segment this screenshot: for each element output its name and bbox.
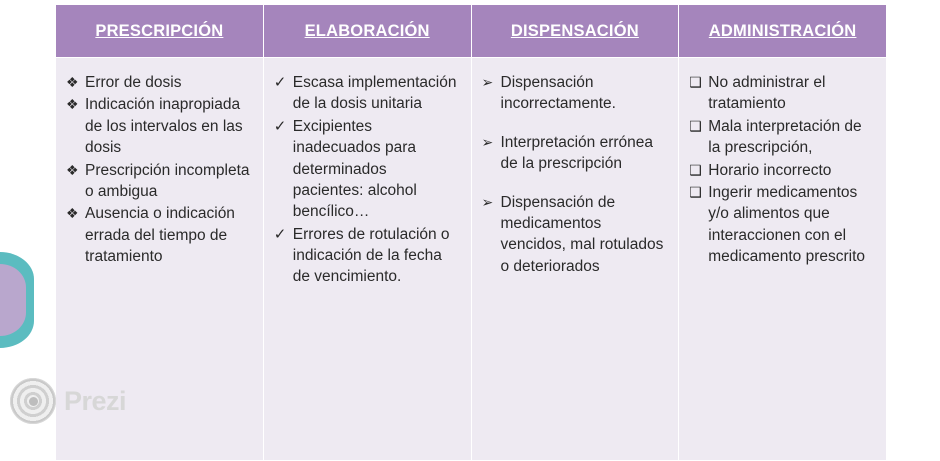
list-administracion [689, 72, 874, 267]
column-header-label: DISPENSACIÓN [510, 21, 639, 40]
list-item-label: Excipientes inadecuados para determinados pacientes: alcohol bencílico… [292, 117, 417, 221]
column-header-label: ADMINISTRACIÓN [708, 21, 857, 40]
medication-error-matrix [55, 4, 887, 461]
arrow-bullet-icon: ➢ [481, 193, 494, 210]
table-header-row [56, 5, 887, 58]
list-item [66, 160, 251, 203]
list-item [66, 72, 251, 93]
list-item [274, 224, 459, 288]
cell-elaboracion [263, 58, 471, 461]
arrow-bullet-icon: ➢ [481, 74, 494, 90]
list-item-label: Prescripción incompleta o ambigua [85, 161, 250, 200]
list-item-label: No administrar el tratamiento [708, 74, 826, 113]
column-header-label: ELABORACIÓN [304, 21, 430, 40]
list-item-label: Horario incorrecto [708, 161, 832, 179]
list-item [689, 72, 874, 115]
list-item [689, 160, 874, 181]
column-header-administracion [679, 5, 887, 58]
table-body [56, 58, 887, 461]
error-matrix-table-wrapper [55, 4, 887, 442]
prezi-wordmark: Prezi [64, 385, 127, 416]
cell-administracion [679, 58, 887, 461]
list-item [66, 203, 251, 267]
diamond-bullet-icon: ❖ [66, 96, 79, 113]
list-item-label: Mala interpretación de la prescripción, [708, 117, 862, 157]
list-item-label: Indicación inapropiada de los intervalos en las dosis [85, 96, 243, 157]
list-dispensacion [482, 72, 667, 277]
list-elaboracion [274, 72, 459, 288]
list-item-label: Dispensación de medicamentos vencidos, mal rotulados o deteriorados [500, 193, 664, 275]
list-item-label: Errores de rotulación o indicación de la fecha de vencimiento. [292, 225, 450, 286]
column-header-prescripcion [56, 5, 264, 58]
list-item [689, 116, 874, 159]
list-item [482, 192, 667, 278]
diamond-bullet-icon: ❖ [66, 161, 79, 178]
prezi-mark-icon [10, 378, 56, 424]
check-bullet-icon: ✓ [273, 74, 287, 91]
list-item-label: Interpretación errónea de la prescripción [500, 133, 654, 173]
check-bullet-icon: ✓ [273, 117, 287, 135]
cell-dispensacion [471, 58, 679, 461]
diamond-bullet-icon: ❖ [66, 74, 79, 90]
list-item [66, 94, 251, 158]
list-item [274, 72, 459, 115]
list-item [482, 72, 667, 115]
list-item-label: Error de dosis [85, 74, 182, 91]
column-header-label: PRESCRIPCIÓN [95, 21, 224, 40]
arrow-bullet-icon: ➢ [481, 133, 494, 150]
table-row [56, 58, 887, 461]
table-header-row-group [56, 5, 887, 58]
diamond-bullet-icon: ❖ [66, 205, 79, 222]
prezi-logo[interactable] [10, 378, 126, 424]
square-bullet-icon: ❑ [689, 74, 702, 90]
list-item-label: Escasa implementación de la dosis unitaria [292, 74, 457, 113]
list-prescripcion [66, 72, 251, 267]
list-item-label: Ingerir medicamentos y/o alimentos que interaccionen con el medicamento prescrito [708, 183, 866, 265]
square-bullet-icon: ❑ [689, 117, 702, 134]
check-bullet-icon: ✓ [273, 225, 287, 243]
list-item [274, 116, 459, 223]
list-item [689, 182, 874, 268]
list-item-label: Ausencia o indicación errada del tiempo de tratamiento [85, 205, 235, 265]
column-header-elaboracion [263, 5, 471, 58]
square-bullet-icon: ❑ [689, 161, 702, 178]
list-item [482, 132, 667, 175]
list-item-label: Dispensación incorrectamente. [500, 74, 616, 113]
column-header-dispensacion [471, 5, 679, 58]
square-bullet-icon: ❑ [689, 183, 702, 200]
